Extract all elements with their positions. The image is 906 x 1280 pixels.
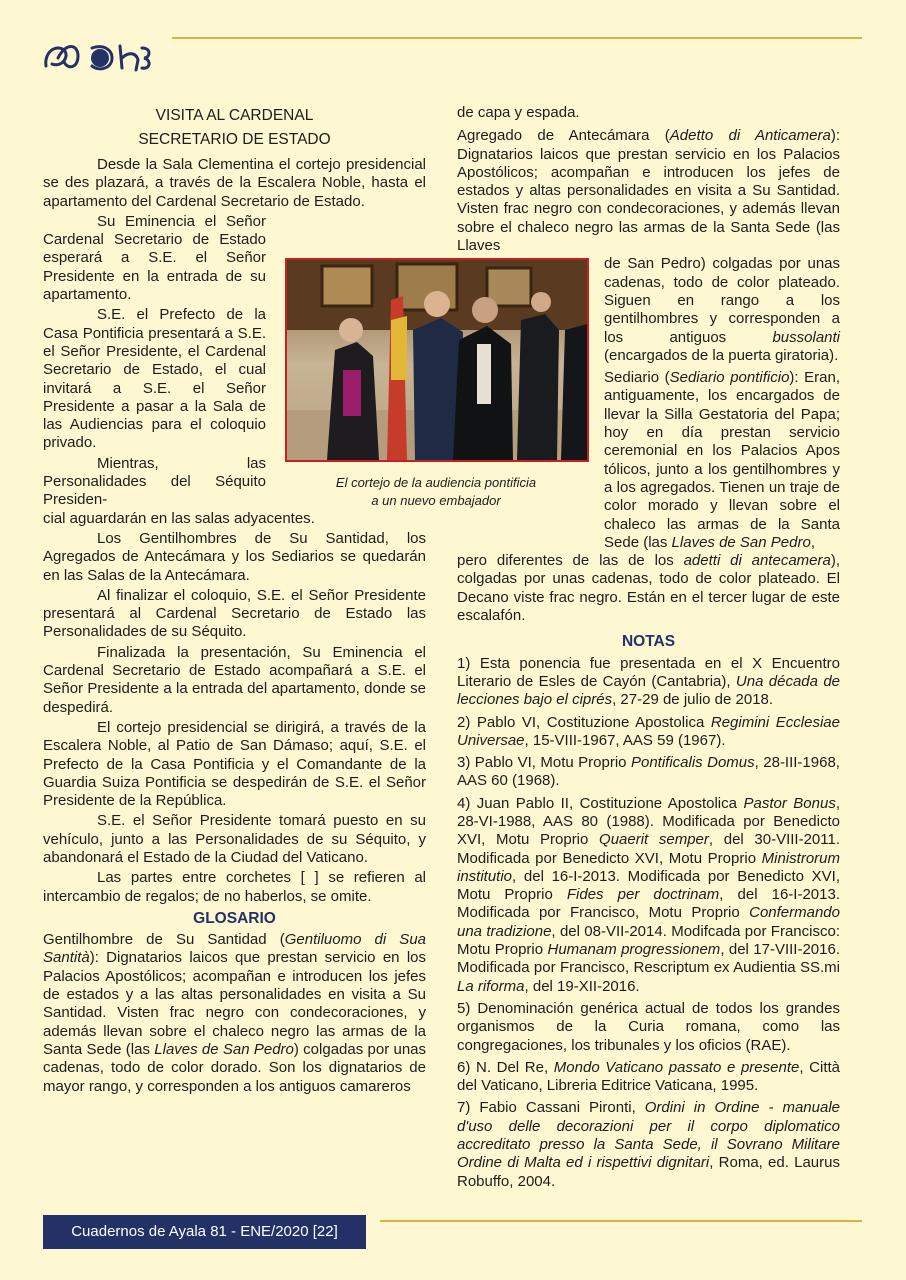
header-rule [172, 37, 862, 39]
paragraph: Finalizada la presentación, Su Eminencia el Cardenal Secretario de Estado acompañará a S.E. el Señor Presidente a la entrada del apartamento, donde se despedirá. [43, 643, 426, 716]
paragraph: de capa y espada. [457, 104, 580, 121]
note-item: 1) Esta ponencia fue presentada en el X Encuentro Literario de Esles de Cayón (Cantabria), Una década de lecciones bajo el ciprés, 27-29 de julio de 2018. [457, 654, 840, 709]
glossary-entry: Gentilhombre de Su Santidad (Gentiluomo di Sua Santità): Dignatarios laicos que prestan servicio en los Palacios Apostólicos; acompañan e introducen los jefes de estados y a las altas personalidades en visita a Su Santidad. Visten frac negro con condecoraciones, y además llevan sobre el chaleco negro las armas de la Santa Sede (las Llaves de San Pedro) colgadas por unas cadenas, todo de color dorado. Son los dignatarios de mayor rango, y corresponden a los antiguos camareros [43, 931, 426, 1095]
section-title: SECRETARIO DE ESTADO [138, 131, 331, 148]
note-item: 5) Denominación genérica actual de todos los grandes organismos de la Curia romana, como las congregaciones, los tribunales y los oficios (RAE). [457, 999, 840, 1054]
paragraph: Mientras, las Personalidades del Séquito Presiden- [43, 454, 266, 509]
glossary-entry: de San Pedro) colgadas por unas cadenas, todo de color plateado. Siguen en rango a los gentilhombres y corresponden a los antiguos bussolanti (encargados de la puerta giratoria). [604, 255, 840, 364]
paragraph: Las partes entre corchetes [ ] se refieren al intercambio de regalos; de no haberlos, se omite. [43, 869, 426, 905]
paragraph: S.E. el Señor Presidente tomará puesto en su vehículo, junto a las Personalidades de su Séquito, y abandonará el Estado de la Ciudad del Vaticano. [43, 812, 426, 866]
glossary-entry: pero diferentes de las de los adetti di antecamera), colgadas por unas cadenas, todo de color plateado. El Decano viste frac negro. Están en el tercer lugar de este escalafón. [457, 552, 841, 625]
footer-badge: Cuadernos de Ayala 81 - ENE/2020 [22] [43, 1215, 366, 1249]
note-item: 2) Pablo VI, Costituzione Apostolica Regimini Ecclesiae Universae, 15-VIII-1967, AAS 59 (1967). [457, 713, 840, 749]
section-title: VISITA AL CARDENAL [155, 107, 314, 124]
paragraph: El cortejo presidencial se dirigirá, a través de la Escalera Noble, al Patio de San Dámaso; aquí, S.E. el Prefecto de la Casa Pontificia y el Comandante de la Guardia Suiza Pontificia se despedirán de S.E. el Señor Presidente de la República. [43, 718, 426, 810]
paragraph: Los Gentilhombres de Su Santidad, los Agregados de Antecámara y los Sediarios se quedarán en las Salas de la Antecámara. [43, 529, 426, 584]
glossary-entry: Sediario (Sediario pontificio): Eran, antiguamente, los encargados de llevar la Silla Gestatoria del Papa; hoy en día prestan servicio ceremonial en los Palacios Apos tólicos, junto a los gentilhombres y a los agregados. Tienen un traje de color morado y llevan sobre el chaleco las armas de la Santa Sede (las Llaves de San Pedro, [604, 369, 841, 551]
ayala-logo-icon [42, 38, 154, 74]
paragraph: cial aguardarán en las salas adyacentes. [43, 509, 315, 527]
note-item: 4) Juan Pablo II, Costituzione Apostolica Pastor Bonus, 28-VI-1988, AAS 80 (1988). Modificada por Benedicto XVI, Motu Proprio Quaerit semper, del 30-VIII-2011. Modificada por Benedicto XVI, Motu Proprio Ministrorum institutio, del 16-I-2013. Modificada por Benedicto XVI, Motu Proprio Fides per doctrinam, del 16-I-2013. Modificada por Francisco, Motu Proprio Confermando una tradizione, del 08-VII-2014. Modifcada por Francisco: Motu Proprio Humanam progressionem, del 17-VIII-2016. Modificada por Francisco, Rescriptum ex Audientia SS.mi La riforma, del 19-XII-2016. [457, 794, 841, 995]
glossary-entry: Agregado de Antecámara (Adetto di Anticamera): Dignatarios laicos que prestan servicio en los Palacios Apostólicos; acompañan e introducen los jefes de estados y altas personalidades en visita a Su Santidad. Visten frac negro con condecoraciones, y además llevan sobre el chaleco negro las armas de la Santa Sede (las Llaves [457, 127, 840, 255]
left-column [43, 104, 426, 1096]
note-item: 7) Fabio Cassani Pironti, Ordini in Ordine - manuale d'uso delle decorazioni per il corpo diplomatico accreditato presso la Santa Sede, il Sovrano Militare Ordine di Malta ed i rispettivi dignitari, Roma, ed. Laurus Robuffo, 2004. [457, 1099, 840, 1190]
paragraph: Al finalizar el coloquio, S.E. el Señor Presidente presentará al Cardenal Secretario de Estado las Personalidades de su Séquito. [43, 586, 426, 641]
paragraph: Su Eminencia el Señor Cardenal Secretario de Estado esperará a S.E. el Señor Presidente en la entrada de su apartamento. [43, 212, 266, 304]
note-item: 3) Pablo VI, Motu Proprio Pontificalis Domus, 28-III-1968, AAS 60 (1968). [457, 754, 840, 790]
glosario-heading: GLOSARIO [193, 909, 276, 927]
notes-list [457, 655, 840, 1191]
photo-caption: El cortejo de la audiencia pontificia a un nuevo embajador [335, 475, 537, 508]
footer-rule [380, 1220, 862, 1222]
paragraph: Desde la Sala Clementina el cortejo presidencial se des plazará, a través de la Escalera Noble, hasta el apartamento del Cardenal Secretario de Estado. [43, 156, 426, 210]
notas-heading: NOTAS [621, 633, 676, 651]
right-column [457, 104, 840, 1195]
paragraph: S.E. el Prefecto de la Casa Pontificia presentará a S.E. el Señor Presidente, el Cardenal Secretario de Estado, el cual invitará a S.E. el Señor Presidente a pasar a la Sala de las Audiencias para el coloquio privado. [43, 306, 266, 452]
note-item: 6) N. Del Re, Mondo Vaticano passato e presente, Città del Vaticano, Libreria Editrice Vaticana, 1995. [457, 1058, 841, 1095]
